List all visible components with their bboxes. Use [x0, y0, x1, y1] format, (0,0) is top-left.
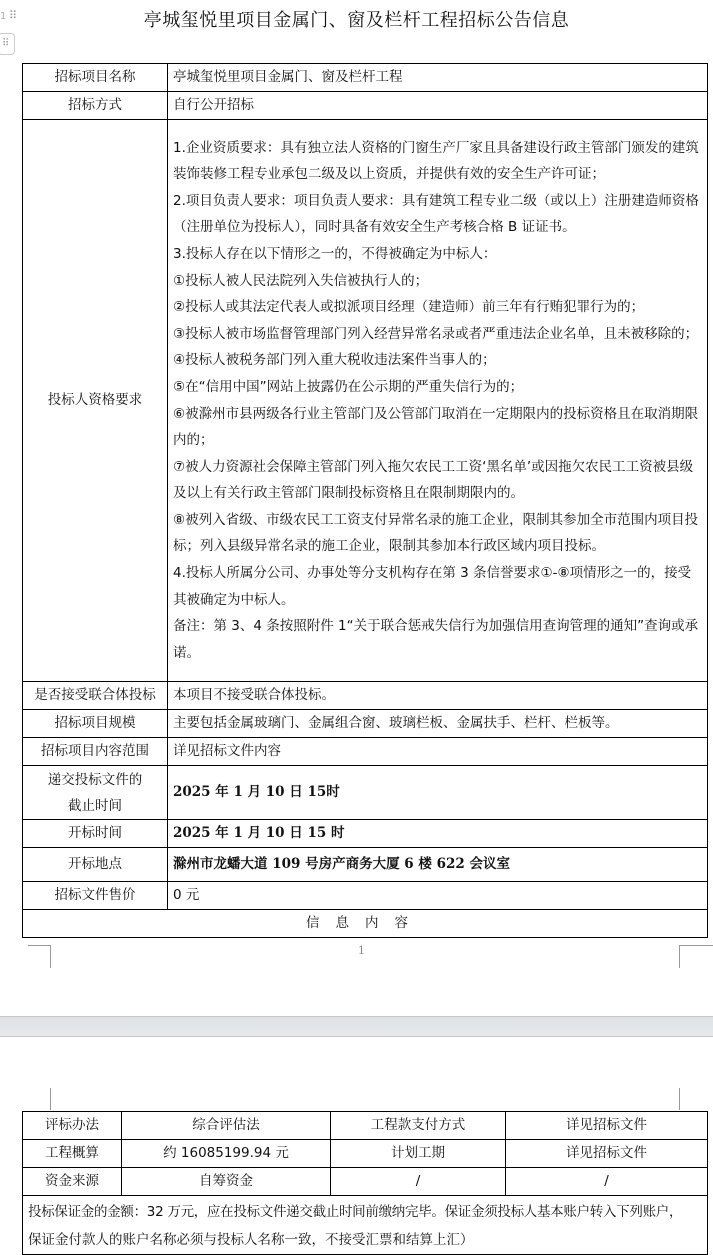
- section-header-row: [23, 910, 708, 938]
- table-row: [23, 1112, 708, 1140]
- cell: 资金来源: [23, 1168, 122, 1196]
- deposit-row: [23, 1196, 708, 1255]
- requirement-line: ④投标人被税务部门列入重大税收违法案件当事人的；: [173, 352, 496, 369]
- table-row-requirements: [23, 120, 708, 682]
- line-number: 1: [0, 11, 7, 22]
- cell: 工程款支付方式: [331, 1112, 506, 1140]
- row-label: 投标人资格要求: [23, 120, 168, 682]
- cell: 计划工期: [331, 1140, 506, 1168]
- label-line: 截止时间: [68, 797, 122, 814]
- project-summary-table: [22, 1111, 708, 1255]
- deposit-line: 投标保证金的金额：32 万元，应在投标文件递交截止时间前缴纳完毕。保证金须投标人基本账户转入下列账户，: [28, 1204, 683, 1220]
- row-label: 招标方式: [23, 92, 168, 120]
- deposit-line: 保证金付款人的账户名称必须与投标人名称一致，不接受汇票和结算上汇）: [28, 1232, 474, 1248]
- page-number: 1: [358, 944, 365, 957]
- table-row: [23, 1140, 708, 1168]
- table-row: [23, 738, 708, 766]
- requirement-line: ⑦被人力资源社会保障主管部门列入拖欠农民工工资‘黑名单’或因拖欠农民工工资被县级及以上有关行政主管部门限制投标资格且在限制期限内的。: [173, 458, 694, 502]
- cell: 详见招标文件: [506, 1140, 708, 1168]
- row-value: 亭城玺悦里项目金属门、窗及栏杆工程: [168, 64, 708, 92]
- table-row: [23, 848, 708, 882]
- requirement-line: 4.投标人所属分公司、办事处等分支机构存在第 3 条信誉要求①-⑧项情形之一的，接受其被确定为中标人。: [173, 565, 692, 608]
- row-label: [23, 766, 168, 820]
- requirement-line: ⑥被滁州市县两级各行业主管部门及公管部门取消在一定期限内的投标资格且在取消期限内的；: [173, 405, 699, 449]
- row-label: 招标项目内容范围: [23, 738, 168, 766]
- table-row: [23, 1168, 708, 1196]
- row-label: 招标文件售价: [23, 882, 168, 910]
- table-row: [23, 882, 708, 910]
- cell: /: [506, 1168, 708, 1196]
- row-label: 招标项目规模: [23, 710, 168, 738]
- row-label: 是否接受联合体投标: [23, 682, 168, 710]
- drag-handle-icon: ⠿: [2, 38, 10, 49]
- requirement-line: ⑧被列入省级、市级农民工工资支付异常名录的施工企业，限制其参加全市范围内项目投标；列入县级异常名录的施工企业，限制其参加本行政区域内项目投标。: [173, 511, 699, 555]
- requirement-line: ①投标人被人民法院列入失信被执行人的；: [173, 272, 429, 289]
- requirement-line: 备注：第 3、4 条按照附件 1“关于联合惩戒失信行为加强信用查询管理的通知”查询或承诺。: [173, 618, 699, 661]
- cell: 约 16085199.94 元: [122, 1140, 331, 1168]
- row-label: 开标地点: [23, 848, 168, 882]
- deadline-value: 2025 年 1 月 10 日 15时: [168, 766, 708, 820]
- block-handle-button[interactable]: [0, 33, 15, 55]
- requirements-text: [168, 120, 708, 682]
- row-value: 本项目不接受联合体投标。: [168, 682, 708, 710]
- page-corner-mark: [679, 945, 713, 968]
- table-row-deadline: [23, 766, 708, 820]
- drag-handle-icon[interactable]: ⠿: [9, 9, 18, 22]
- requirement-line: ③投标人被市场监督管理部门列入经营异常名录或者严重违法企业名单，且未被移除的；: [173, 325, 699, 342]
- row-value: 自行公开招标: [168, 92, 708, 120]
- requirement-line: 2.项目负责人要求：项目负责人要求：具有建筑工程专业二级（或以上）注册建造师资格（注册单位为投标人），同时具备有效安全生产考核合格 B 证证书。: [173, 192, 699, 236]
- cell: 工程概算: [23, 1140, 122, 1168]
- row-value: 主要包括金属玻璃门、金属组合窗、玻璃栏板、金属扶手、栏杆、栏板等。: [168, 710, 708, 738]
- row-label: 开标时间: [23, 820, 168, 848]
- requirement-line: 3.投标人存在以下情形之一的，不得被确定为中标人：: [173, 245, 497, 262]
- table-row: [23, 820, 708, 848]
- cell: 详见招标文件: [506, 1112, 708, 1140]
- page-separator: [0, 1016, 713, 1037]
- document-title: 亭城玺悦里项目金属门、窗及栏杆工程招标公告信息: [143, 10, 570, 31]
- table-row: [23, 710, 708, 738]
- page-corner-mark: [28, 1088, 51, 1110]
- table-row: [23, 682, 708, 710]
- deposit-text: [23, 1196, 708, 1255]
- page-corner-mark: [28, 945, 51, 968]
- page-corner-mark: [679, 1088, 713, 1110]
- cell: 自筹资金: [122, 1168, 331, 1196]
- cell: 评标办法: [23, 1112, 122, 1140]
- table-row: [23, 64, 708, 92]
- opening-time-value: 2025 年 1 月 10 日 15 时: [168, 820, 708, 848]
- cell: 综合评估法: [122, 1112, 331, 1140]
- row-value: 0 元: [168, 882, 708, 910]
- requirement-line: ⑤在“信用中国”网站上披露仍在公示期的严重失信行为的；: [173, 378, 524, 395]
- table-row: [23, 92, 708, 120]
- opening-place-value: 滁州市龙蟠大道 109 号房产商务大厦 6 楼 622 会议室: [168, 848, 708, 882]
- requirement-line: 1.企业资质要求：具有独立法人资格的门窗生产厂家且具备建设行政主管部门颁发的建筑装饰装修工程专业承包二级及以上资质，并提供有效的安全生产许可证；: [173, 139, 699, 183]
- cell: /: [331, 1168, 506, 1196]
- row-label: 招标项目名称: [23, 64, 168, 92]
- row-value: 详见招标文件内容: [168, 738, 708, 766]
- label-line: 递交投标文件的: [47, 771, 143, 788]
- bid-info-table: [22, 63, 708, 938]
- section-header: 信息内容: [23, 910, 708, 938]
- requirement-line: ②投标人或其法定代表人或拟派项目经理（建造师）前三年有行贿犯罪行为的；: [173, 299, 645, 316]
